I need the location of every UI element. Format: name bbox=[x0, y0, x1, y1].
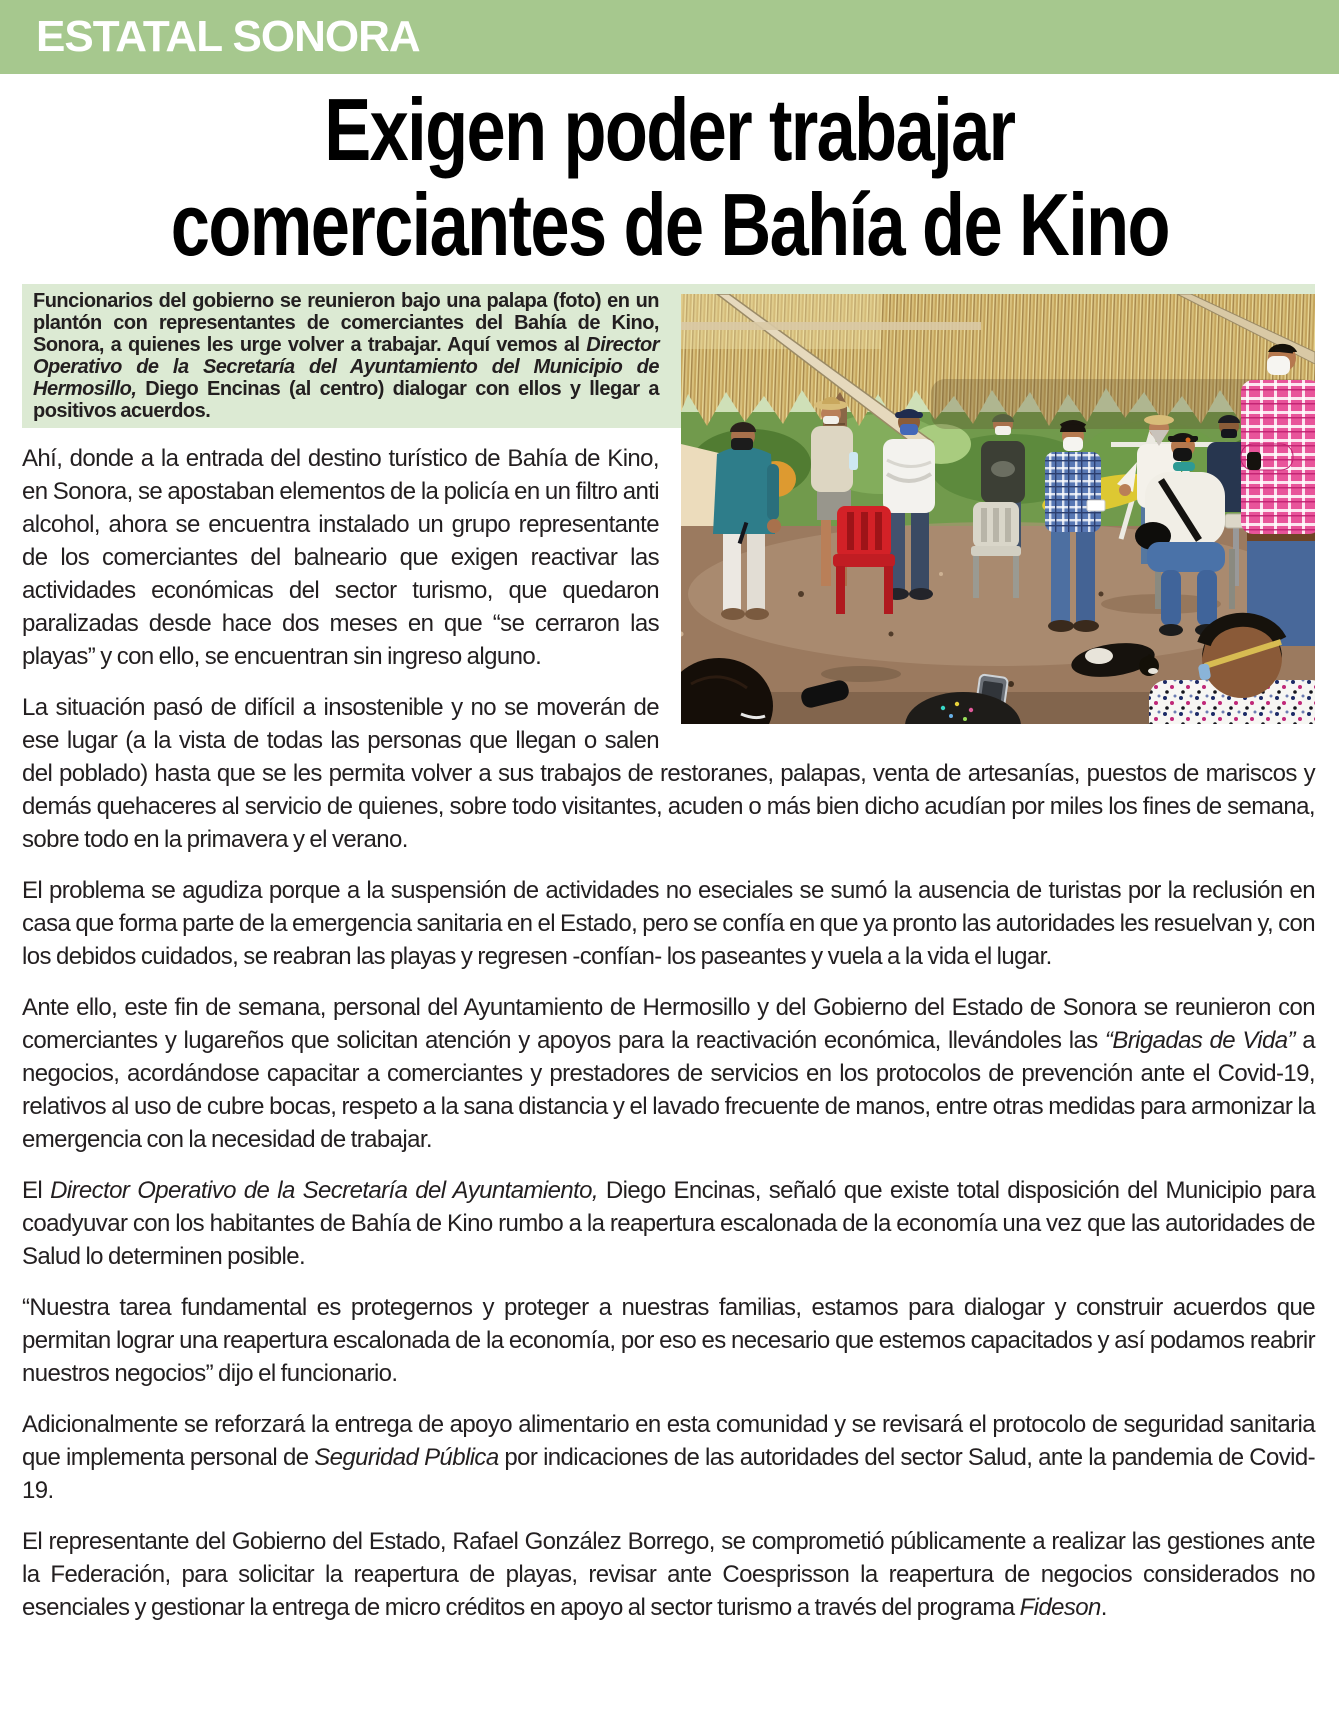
article-paragraph-8: El representante del Gobierno del Estado, Rafael González Borrego, se comprometió públicamente a realizar las gestiones ante la Federación, para solicitar la reapertura de playas, revisar ante Coesprisson la reapertura de negocios considerados no esenciales y gestionar la entrega de micro créditos en apoyo al sector turismo a través del programa Fideson. bbox=[22, 1528, 1315, 1621]
headline-line-1: Exigen poder trabajar bbox=[324, 80, 1015, 179]
person-pink-gingham bbox=[1241, 344, 1315, 646]
article-body bbox=[0, 272, 1339, 1624]
article-paragraph-3: El problema se agudiza porque a la suspensión de actividades no eseciales se sumó la ausencia de turistas por la reclusión en casa que forma parte de la emergencia sanitaria en el Estado, pero se confía en que ya pronto las autoridades les resuelvan y, con los debidos cuidados, se reabran las playas y regresen -confían- los paseantes y vuela a la vida el lugar. bbox=[22, 877, 1315, 970]
palapa-meeting-photo bbox=[681, 294, 1315, 724]
article-headline bbox=[0, 82, 1339, 272]
section-title: ESTATAL SONORA bbox=[36, 12, 420, 61]
article-paragraph-7: Adicionalmente se reforzará la entrega de apoyo alimentario en esta comunidad y se revisará el protocolo de seguridad sanitaria que implementa personal de Seguridad Pública por indicaciones de las autoridades del sector Salud, ante la pandemia de Covid-19. bbox=[22, 1411, 1316, 1504]
palapa-photo-illustration bbox=[681, 294, 1315, 724]
article-paragraph-1: Ahí, donde a la entrada del destino turístico de Bahía de Kino, en Sonora, se apostaban elementos de la policía en un filtro anti alcohol, ahora se encuentra instalado un grupo representante de los comerciantes del balneario que exigen reactivar las actividades económicas del sector turismo, que quedaron paralizadas desde hace dos meses en que “se cerraron las playas” y con ello, se encuentran sin ingreso alguno. bbox=[22, 445, 659, 670]
headline-line-2: comerciantes de Bahía de Kino bbox=[170, 175, 1169, 274]
article-paragraph-4: Ante ello, este fin de semana, personal del Ayuntamiento de Hermosillo y del Gobierno del Estado de Sonora se reunieron con comerciantes y lugareños que solicitan atención y apoyos para la reactivación económica, llevándoles las “Brigadas de Vida” a negocios, acordándose capacitar a comerciantes y prestadores de servicios en los protocolos de prevención ante el Covid-19, relativos al uso de cubre bocas, respeto a la sana distancia y el lavado frecuente de manos, entre otras medidas para armonizar la emergencia con la necesidad de trabajar. bbox=[22, 994, 1315, 1153]
section-banner bbox=[0, 0, 1339, 74]
article-paragraph-6: “Nuestra tarea fundamental es protegernos y proteger a nuestras familias, estamos para dialogar y construir acuerdos que permitan lograr una reapertura escalonada de la economía, por eso es necesario que estemos capacitados y así podamos reabrir nuestros negocios” dijo el funcionario. bbox=[22, 1294, 1315, 1387]
article-paragraph-2: La situación pasó de difícil a insostenible y no se moverán de ese lugar (a la vista de todas las personas que llegan o salen del poblado) hasta que se les permita volver a sus trabajos de restoranes, palapas, venta de artesanías, puestos de mariscos y demás quehaceres al servicio de quienes, sobre todo visitantes, acuden o más bien dicho acudían por miles los fines de semana, sobre todo en la primavera y el verano. bbox=[22, 694, 1315, 853]
article-paragraph-5: El Director Operativo de la Secretaría del Ayuntamiento, Diego Encinas, señaló que existe total disposición del Municipio para coadyuvar con los habitantes de Bahía de Kino rumbo a la reapertura escalonada de la economía una vez que las autoridades de Salud lo determinen posible. bbox=[22, 1177, 1315, 1270]
photo-caption: Funcionarios del gobierno se reunieron bajo una palapa (foto) en un plantón con representantes de comerciantes del Bahía de Kino, Sonora, a quienes les urge volver a trabajar. Aquí vemos al Director Operativo de la Secretaría del Ayuntamiento del Municipio de Hermosillo, Diego Encinas (al centro) dialogar con ellos y llegar a positivos acuerdos. bbox=[22, 284, 1315, 428]
